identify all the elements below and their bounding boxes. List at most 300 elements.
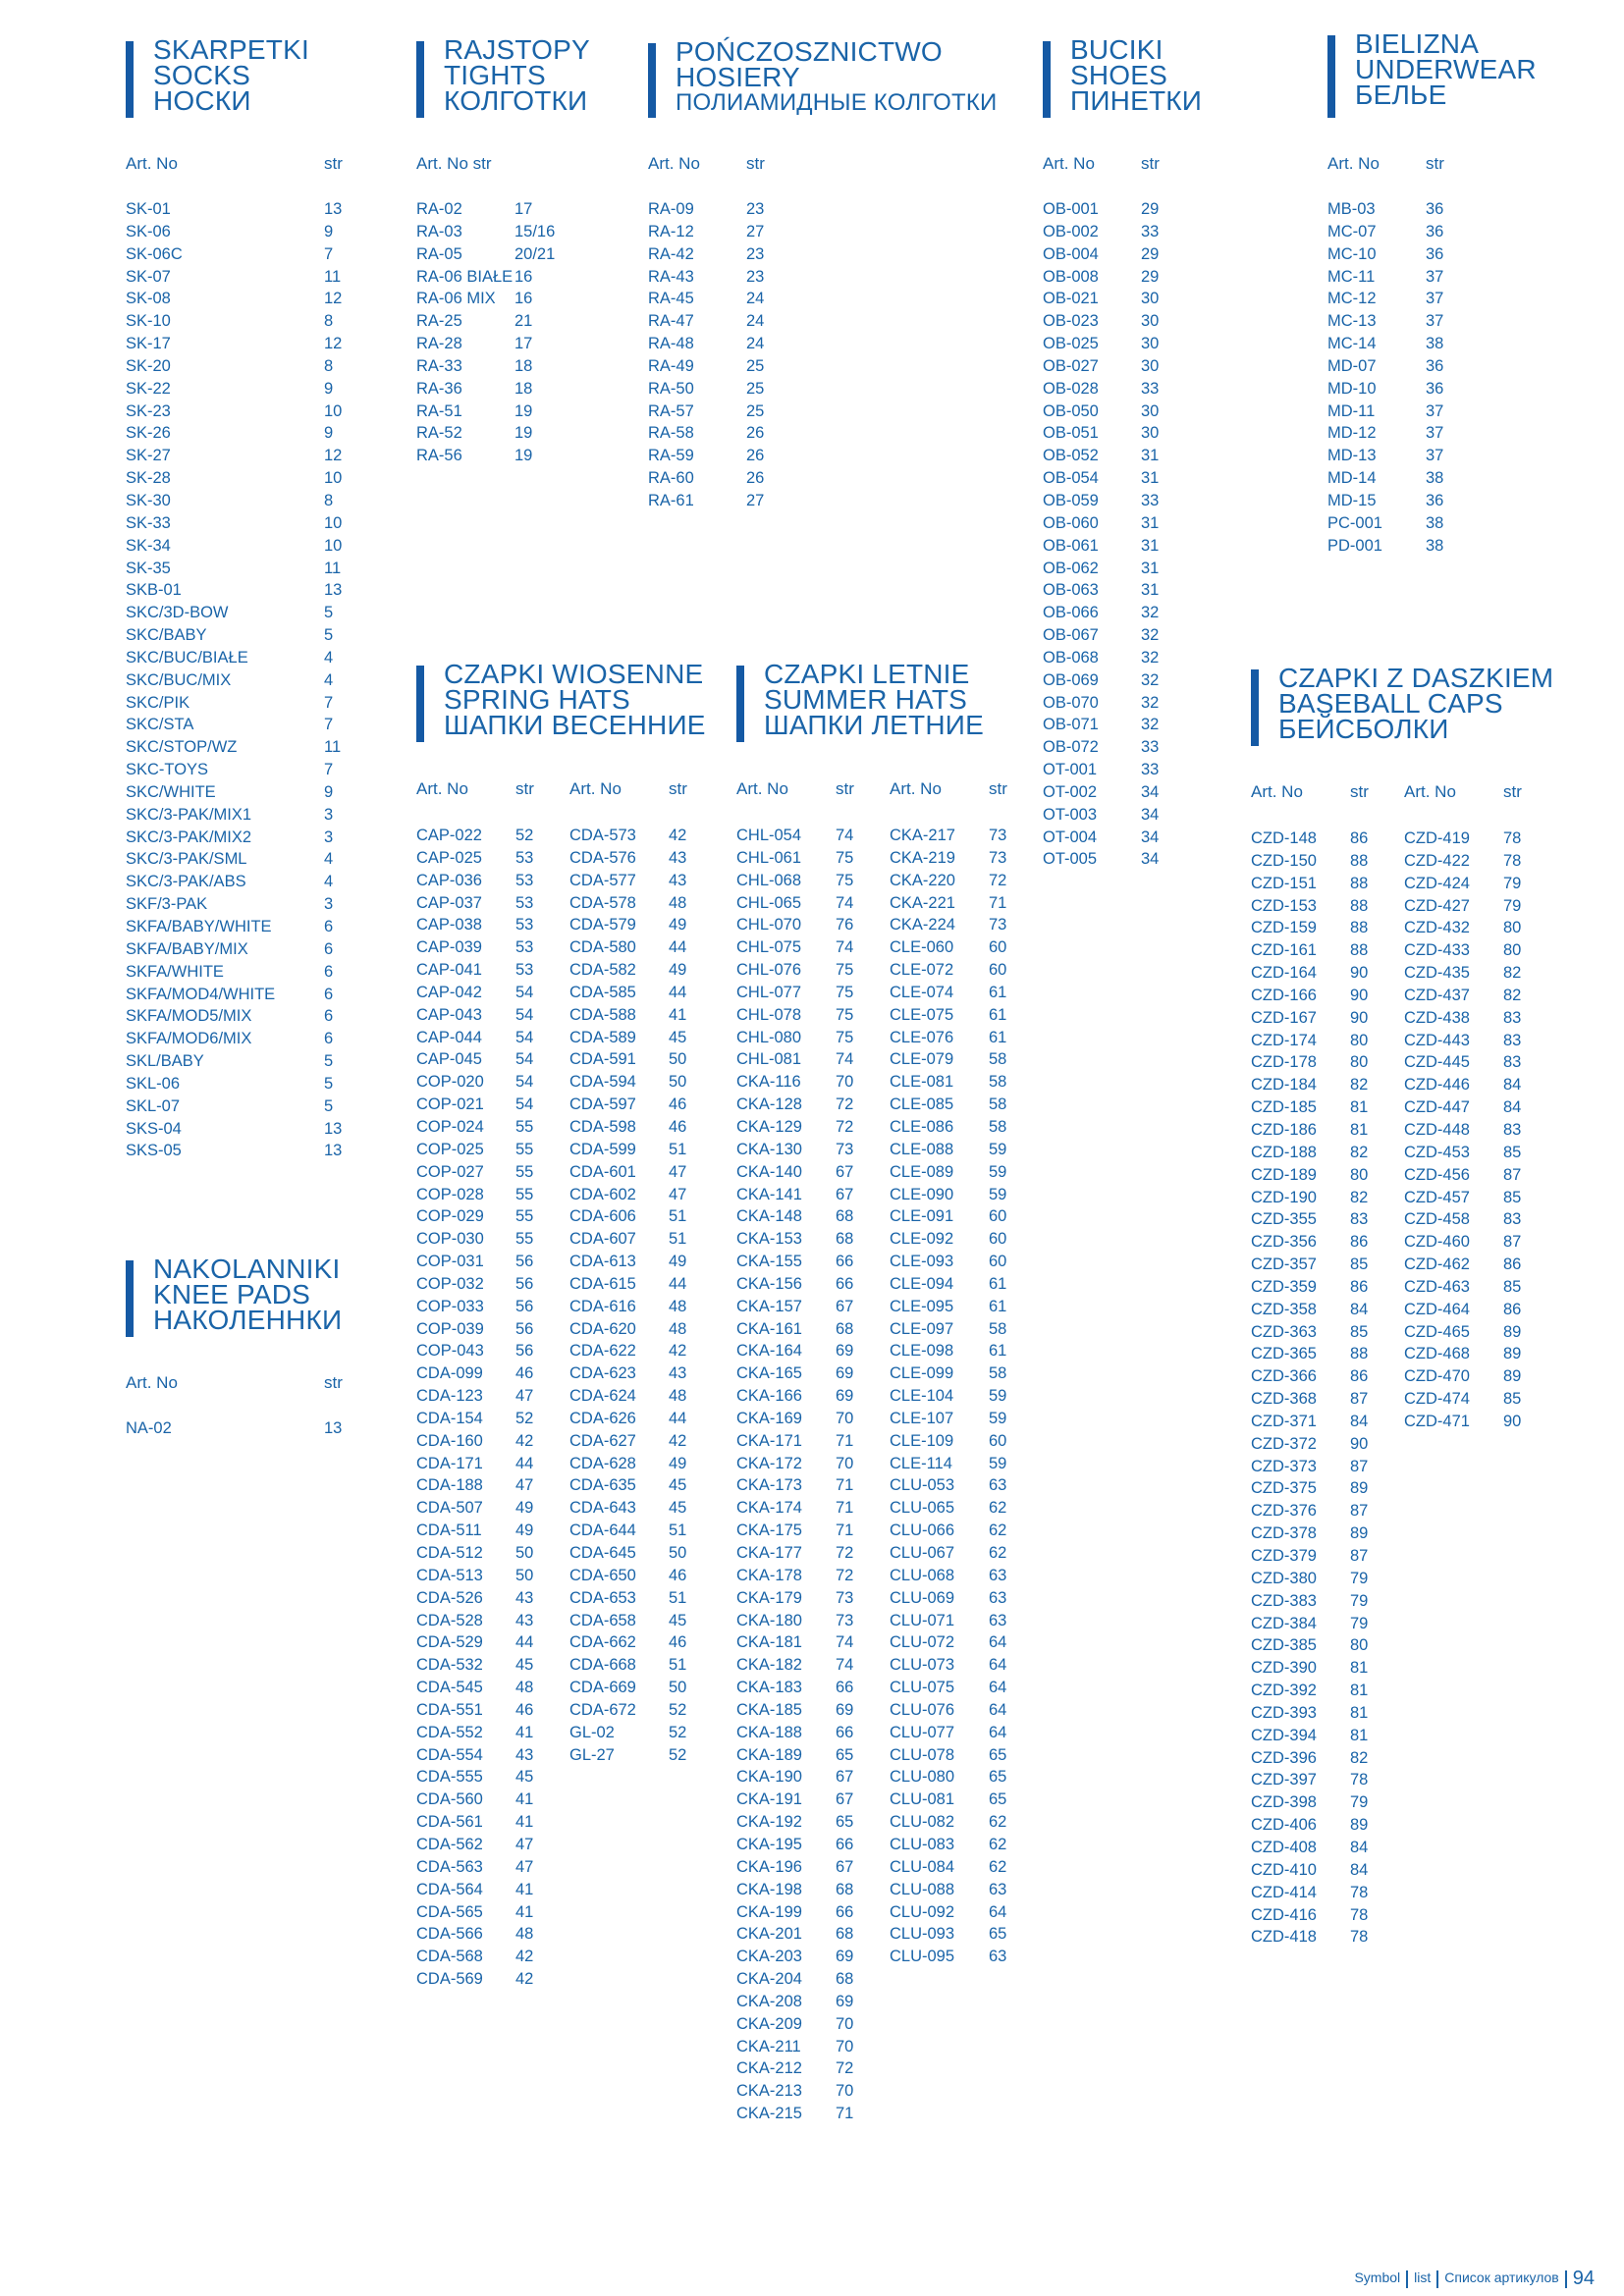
article-number: OB-008	[1043, 267, 1099, 286]
heading-line: SOCKS	[153, 60, 251, 90]
page-reference: 4	[324, 850, 334, 869]
article-number: RA-45	[648, 290, 694, 308]
page-reference: 9	[324, 379, 334, 398]
article-number: CZD-357	[1251, 1255, 1317, 1274]
article-number: CLE-085	[890, 1095, 954, 1114]
page-reference: 26	[746, 424, 765, 443]
page-reference: 53	[515, 848, 534, 867]
article-number: OB-071	[1043, 716, 1099, 734]
article-number: CZD-188	[1251, 1143, 1317, 1161]
page-reference: 82	[1350, 1143, 1369, 1161]
page-reference: 37	[1426, 401, 1444, 420]
page-reference: 9	[324, 782, 334, 801]
page-reference: 3	[324, 805, 334, 824]
article-number: CZD-390	[1251, 1659, 1317, 1678]
article-number: CDA-607	[569, 1230, 636, 1249]
heading-accent-bar	[416, 41, 424, 118]
article-number: SKC/3-PAK/ABS	[126, 873, 246, 891]
page-reference: 23	[746, 267, 765, 286]
article-number: CDA-668	[569, 1656, 636, 1675]
page-reference: 17	[514, 335, 533, 353]
article-number: MC-12	[1327, 290, 1377, 308]
page-reference: 52	[669, 1745, 687, 1764]
article-number: CZD-457	[1404, 1188, 1470, 1206]
page-reference: 81	[1350, 1120, 1369, 1139]
page-reference: 65	[989, 1768, 1007, 1787]
page-reference: 33	[1141, 379, 1160, 398]
article-number: OB-021	[1043, 290, 1099, 308]
page-reference: 47	[669, 1162, 687, 1181]
article-number: SKFA/BABY/MIX	[126, 939, 248, 958]
page-reference: 67	[836, 1162, 854, 1181]
page-reference: 86	[1503, 1255, 1522, 1274]
article-number: SK-01	[126, 200, 171, 218]
page-reference: 65	[836, 1813, 854, 1832]
page-reference: 71	[836, 1499, 854, 1518]
page-reference: 67	[836, 1185, 854, 1203]
page-reference: 83	[1503, 1210, 1522, 1229]
page-reference: 32	[1141, 670, 1160, 689]
page-reference: 42	[515, 1970, 534, 1989]
page-reference: 51	[669, 1522, 687, 1540]
article-number: CZD-372	[1251, 1434, 1317, 1453]
article-number: CZD-366	[1251, 1367, 1317, 1386]
page-reference: 6	[324, 962, 334, 981]
heading-accent-bar	[1043, 41, 1051, 118]
page-reference: 85	[1503, 1188, 1522, 1206]
page-reference: 32	[1141, 604, 1160, 622]
page-reference: 70	[836, 2037, 854, 2056]
article-number: CKA-178	[736, 1566, 802, 1584]
article-number: CZD-379	[1251, 1547, 1317, 1565]
article-number: CZD-397	[1251, 1771, 1317, 1789]
page-reference: 36	[1426, 491, 1444, 509]
page-reference: 64	[989, 1679, 1007, 1697]
page-reference: 11	[324, 559, 342, 577]
article-number: CHL-081	[736, 1050, 802, 1069]
article-number: CZD-422	[1404, 851, 1470, 870]
column-header-art-no: Art. No	[1251, 782, 1303, 801]
page-reference: 82	[1350, 1188, 1369, 1206]
article-number: CDA-644	[569, 1522, 636, 1540]
article-number: RA-58	[648, 424, 694, 443]
page-reference: 72	[836, 1095, 854, 1114]
page-reference: 68	[836, 1207, 854, 1226]
article-number: CKA-192	[736, 1813, 802, 1832]
article-number: CDA-154	[416, 1409, 483, 1427]
page-reference: 72	[836, 1566, 854, 1584]
article-number: OB-050	[1043, 401, 1099, 420]
article-number: CZD-470	[1404, 1367, 1470, 1386]
article-number: CLE-089	[890, 1162, 954, 1181]
article-number: CLU-084	[890, 1857, 955, 1876]
page-reference: 78	[1350, 1928, 1369, 1947]
page-reference: 56	[515, 1253, 534, 1271]
article-number: RA-28	[416, 335, 462, 353]
article-number: CZD-394	[1251, 1726, 1317, 1744]
page-reference: 66	[836, 1253, 854, 1271]
page-reference: 31	[1141, 513, 1160, 532]
page-reference: 7	[324, 693, 334, 712]
heading-line: ШАПКИ ВЕСЕННИЕ	[444, 710, 706, 740]
page-reference: 31	[1141, 536, 1160, 555]
page-reference: 74	[836, 1050, 854, 1069]
page-reference: 69	[836, 1700, 854, 1719]
article-number: CZD-463	[1404, 1277, 1470, 1296]
page-reference: 41	[515, 1813, 534, 1832]
article-number: CZD-414	[1251, 1883, 1317, 1901]
page-reference: 62	[989, 1835, 1007, 1853]
heading-block	[126, 1256, 342, 1333]
page-reference: 49	[515, 1522, 534, 1540]
article-number: RA-59	[648, 447, 694, 465]
page-reference: 31	[1141, 559, 1160, 577]
article-number: CKA-213	[736, 2082, 802, 2101]
article-number: CKA-182	[736, 1656, 802, 1675]
page-reference: 88	[1350, 919, 1369, 937]
article-number: CZD-186	[1251, 1120, 1317, 1139]
article-number: CZD-424	[1404, 874, 1470, 892]
article-number: SK-06C	[126, 244, 183, 263]
page-reference: 85	[1503, 1143, 1522, 1161]
page-reference: 54	[515, 1095, 534, 1114]
article-number: CKA-209	[736, 2014, 802, 2033]
page-reference: 78	[1350, 1883, 1369, 1901]
section-heading-ob	[1043, 34, 1203, 116]
page-reference: 83	[1503, 1031, 1522, 1049]
article-number: OT-001	[1043, 761, 1098, 779]
article-number: RA-06 MIX	[416, 290, 496, 308]
article-number: MC-07	[1327, 222, 1377, 240]
article-number: SKC/PIK	[126, 693, 190, 712]
page-reference: 81	[1350, 1703, 1369, 1722]
page-reference: 31	[1141, 581, 1160, 600]
page-reference: 69	[836, 1948, 854, 1966]
article-number: CKA-140	[736, 1162, 802, 1181]
article-number: CLE-072	[890, 961, 954, 980]
article-number: CKA-196	[736, 1857, 802, 1876]
page-reference: 60	[989, 961, 1007, 980]
page-reference: 19	[514, 447, 533, 465]
article-number: CAP-037	[416, 893, 482, 912]
article-number: CDA-578	[569, 893, 636, 912]
page-reference: 5	[324, 604, 334, 622]
article-number: CAP-022	[416, 827, 482, 844]
article-number: CDA-526	[416, 1588, 483, 1607]
article-number: OT-005	[1043, 850, 1098, 869]
page-reference: 53	[515, 938, 534, 957]
page-reference: 81	[1350, 1726, 1369, 1744]
article-number: CDA-551	[416, 1700, 483, 1719]
page-reference: 73	[836, 1140, 854, 1158]
article-number: OB-052	[1043, 447, 1099, 465]
page-reference: 65	[989, 1790, 1007, 1809]
article-number: CLU-083	[890, 1835, 955, 1853]
page-reference: 59	[989, 1387, 1007, 1406]
article-number: COP-027	[416, 1162, 484, 1181]
article-number: CDA-171	[416, 1454, 483, 1472]
page-reference: 42	[515, 1431, 534, 1450]
article-number: OB-072	[1043, 738, 1099, 757]
heading-line: НАКОЛЕННКИ	[153, 1305, 343, 1335]
page-reference: 30	[1141, 424, 1160, 443]
page-reference: 78	[1350, 1905, 1369, 1924]
page-reference: 64	[989, 1633, 1007, 1652]
article-number: CKA-173	[736, 1476, 802, 1495]
page-reference: 65	[989, 1745, 1007, 1764]
article-number: CKA-183	[736, 1679, 802, 1697]
page-reference: 50	[515, 1544, 534, 1562]
page-reference: 55	[515, 1207, 534, 1226]
page-reference: 81	[1350, 1682, 1369, 1700]
article-number: CKA-166	[736, 1387, 802, 1406]
page-reference: 45	[515, 1768, 534, 1787]
page-reference: 4	[324, 873, 334, 891]
column-header-page: str	[836, 779, 854, 798]
article-number: SKL-06	[126, 1074, 181, 1093]
article-number: OB-062	[1043, 559, 1099, 577]
page-reference: 86	[1503, 1300, 1522, 1318]
page-reference: 50	[669, 1679, 687, 1697]
page-reference: 71	[836, 1522, 854, 1540]
article-number: CDA-555	[416, 1768, 483, 1787]
article-number: CHL-061	[736, 848, 802, 867]
heading-line: НОСКИ	[153, 85, 251, 116]
article-number: CZD-178	[1251, 1053, 1317, 1072]
page-reference: 43	[515, 1611, 534, 1629]
article-number: CZD-427	[1404, 896, 1470, 915]
page-reference: 6	[324, 1007, 334, 1026]
heading-line: TIGHTS	[444, 60, 546, 90]
article-number: CHL-054	[736, 827, 802, 844]
page-reference: 73	[989, 848, 1007, 867]
page-reference: 72	[989, 871, 1007, 889]
article-number: CDA-628	[569, 1454, 636, 1472]
article-number: RA-56	[416, 447, 462, 465]
article-number: CLE-074	[890, 983, 954, 1001]
article-number: OB-068	[1043, 648, 1099, 667]
article-number: CLU-071	[890, 1611, 955, 1629]
page-reference: 59	[989, 1185, 1007, 1203]
page-reference: 69	[836, 1387, 854, 1406]
heading-block	[1043, 34, 1203, 116]
footer-separator	[1436, 2270, 1438, 2288]
page-reference: 58	[989, 1364, 1007, 1383]
footer-label-russian: Список артикулов	[1444, 2269, 1559, 2286]
page-reference: 58	[989, 1050, 1007, 1069]
page-reference: 13	[324, 1142, 343, 1160]
page-reference: 44	[515, 1454, 534, 1472]
heading-block	[416, 34, 590, 116]
page-reference: 70	[836, 1073, 854, 1092]
page-reference: 49	[669, 916, 687, 934]
article-number: CLU-069	[890, 1588, 955, 1607]
article-number: COP-021	[416, 1095, 484, 1114]
article-number: COP-024	[416, 1117, 484, 1136]
page-reference: 62	[989, 1522, 1007, 1540]
article-number: OB-025	[1043, 335, 1099, 353]
page-reference: 41	[515, 1902, 534, 1921]
page-reference: 27	[746, 222, 765, 240]
page-reference: 85	[1350, 1255, 1369, 1274]
article-number: CZD-189	[1251, 1165, 1317, 1184]
article-number: CLU-066	[890, 1522, 955, 1540]
page-reference: 48	[669, 1297, 687, 1315]
article-number: CDA-568	[416, 1948, 483, 1966]
article-number: CLU-072	[890, 1633, 955, 1652]
article-number: SKC/WHITE	[126, 782, 216, 801]
article-number: RA-25	[416, 312, 462, 331]
article-number: MD-10	[1327, 379, 1377, 398]
heading-line: CZAPKI Z DASZKIEM	[1278, 663, 1554, 693]
article-number: OT-004	[1043, 828, 1098, 846]
article-number: CLE-114	[890, 1454, 952, 1472]
page-reference: 73	[989, 827, 1007, 844]
page-reference: 64	[989, 1700, 1007, 1719]
article-number: CDA-099	[416, 1364, 483, 1383]
page-footer	[1354, 2268, 1595, 2290]
page-reference: 73	[836, 1611, 854, 1629]
article-number: CLE-060	[890, 938, 954, 957]
page-number: 94	[1572, 2268, 1595, 2289]
page-reference: 10	[324, 513, 343, 532]
article-number: CDA-582	[569, 961, 636, 980]
column-header-page: str	[1426, 154, 1444, 173]
article-number: CAP-039	[416, 938, 482, 957]
page-reference: 58	[989, 1117, 1007, 1136]
page-reference: 11	[324, 267, 342, 286]
page-reference: 6	[324, 985, 334, 1003]
page-reference: 88	[1350, 941, 1369, 960]
article-number: CKA-129	[736, 1117, 802, 1136]
article-number: CKA-169	[736, 1409, 802, 1427]
page-reference: 47	[515, 1857, 534, 1876]
article-number: CAP-042	[416, 983, 482, 1001]
page-reference: 61	[989, 983, 1007, 1001]
page-reference: 83	[1503, 1053, 1522, 1072]
article-number: CZD-378	[1251, 1524, 1317, 1543]
heading-line: CZAPKI WIOSENNE	[444, 659, 704, 689]
article-number: CLU-081	[890, 1790, 955, 1809]
page-reference: 74	[836, 938, 854, 957]
column-header-art-no: Art. No	[890, 779, 942, 798]
page-reference: 6	[324, 1030, 334, 1048]
page-reference: 30	[1141, 335, 1160, 353]
article-number: CZD-465	[1404, 1322, 1470, 1341]
page-reference: 74	[836, 827, 854, 844]
article-number: CLU-080	[890, 1768, 955, 1787]
article-number: CDA-552	[416, 1723, 483, 1741]
article-number: CLE-081	[890, 1073, 954, 1092]
page-reference: 47	[515, 1476, 534, 1495]
article-number: SK-33	[126, 513, 171, 532]
article-number: SK-17	[126, 335, 171, 353]
article-number: SKFA/MOD6/MIX	[126, 1030, 252, 1048]
page-reference: 44	[669, 1409, 687, 1427]
page-reference: 82	[1503, 964, 1522, 983]
article-number: SKF/3-PAK	[126, 895, 208, 914]
article-number: CLE-098	[890, 1342, 954, 1361]
page-reference: 26	[746, 469, 765, 488]
page-reference: 49	[669, 1454, 687, 1472]
page-reference: 41	[515, 1790, 534, 1809]
page-reference: 36	[1426, 222, 1444, 240]
page-reference: 89	[1350, 1816, 1369, 1835]
page-reference: 9	[324, 222, 334, 240]
article-number: CDA-569	[416, 1970, 483, 1989]
page-reference: 49	[669, 961, 687, 980]
page-reference: 78	[1350, 1771, 1369, 1789]
article-number: RA-47	[648, 312, 694, 331]
article-number: CKA-156	[736, 1274, 802, 1293]
article-number: CDA-566	[416, 1925, 483, 1944]
article-number: SKC/3-PAK/MIX1	[126, 805, 252, 824]
page-reference: 88	[1350, 896, 1369, 915]
article-number: CLU-073	[890, 1656, 955, 1675]
page-reference: 53	[515, 916, 534, 934]
page-reference: 64	[989, 1723, 1007, 1741]
page-reference: 7	[324, 716, 334, 734]
article-number: CDA-573	[569, 827, 636, 844]
article-number: SKC/BUC/MIX	[126, 670, 232, 689]
article-number: CDA-669	[569, 1679, 636, 1697]
column-header-art-no: Art. No	[126, 154, 178, 173]
article-number: CDA-564	[416, 1880, 483, 1898]
page-reference: 3	[324, 895, 334, 914]
page-reference: 69	[836, 1342, 854, 1361]
page-reference: 61	[989, 1297, 1007, 1315]
page-reference: 3	[324, 828, 334, 846]
article-number: CHL-065	[736, 893, 802, 912]
page-reference: 79	[1503, 874, 1522, 892]
page-reference: 75	[836, 848, 854, 867]
page-reference: 81	[1350, 1659, 1369, 1678]
article-number: SK-35	[126, 559, 171, 577]
page-reference: 75	[836, 961, 854, 980]
page-reference: 67	[836, 1768, 854, 1787]
article-number: SK-08	[126, 290, 171, 308]
page-reference: 66	[836, 1679, 854, 1697]
article-number: MD-12	[1327, 424, 1377, 443]
article-number: CZD-437	[1404, 986, 1470, 1004]
article-number: CKA-148	[736, 1207, 802, 1226]
page-reference: 79	[1350, 1591, 1369, 1610]
article-number: OB-027	[1043, 356, 1099, 375]
heading-line: ПИНЕТКИ	[1070, 85, 1203, 116]
page-reference: 62	[989, 1857, 1007, 1876]
article-number: CHL-068	[736, 871, 802, 889]
page-reference: 54	[515, 1073, 534, 1092]
page-reference: 85	[1503, 1390, 1522, 1409]
article-number: CKA-172	[736, 1454, 802, 1472]
column-header-art-no: Art. No	[1043, 154, 1095, 173]
article-number: CZD-151	[1251, 874, 1317, 892]
page-reference: 33	[1141, 761, 1160, 779]
footer-label-list: list	[1414, 2269, 1432, 2286]
article-number: CKA-208	[736, 1992, 802, 2010]
page-reference: 55	[515, 1162, 534, 1181]
column-header-art-no: Art. No	[126, 1373, 178, 1392]
article-number: CKA-203	[736, 1948, 802, 1966]
article-number: CZD-190	[1251, 1188, 1317, 1206]
article-number: CDA-507	[416, 1499, 483, 1518]
page-reference: 84	[1350, 1838, 1369, 1856]
page-reference: 63	[989, 1948, 1007, 1966]
article-number: CAP-044	[416, 1028, 482, 1046]
page-reference: 46	[515, 1700, 534, 1719]
page-reference: 66	[836, 1902, 854, 1921]
article-number: CKA-181	[736, 1633, 802, 1652]
